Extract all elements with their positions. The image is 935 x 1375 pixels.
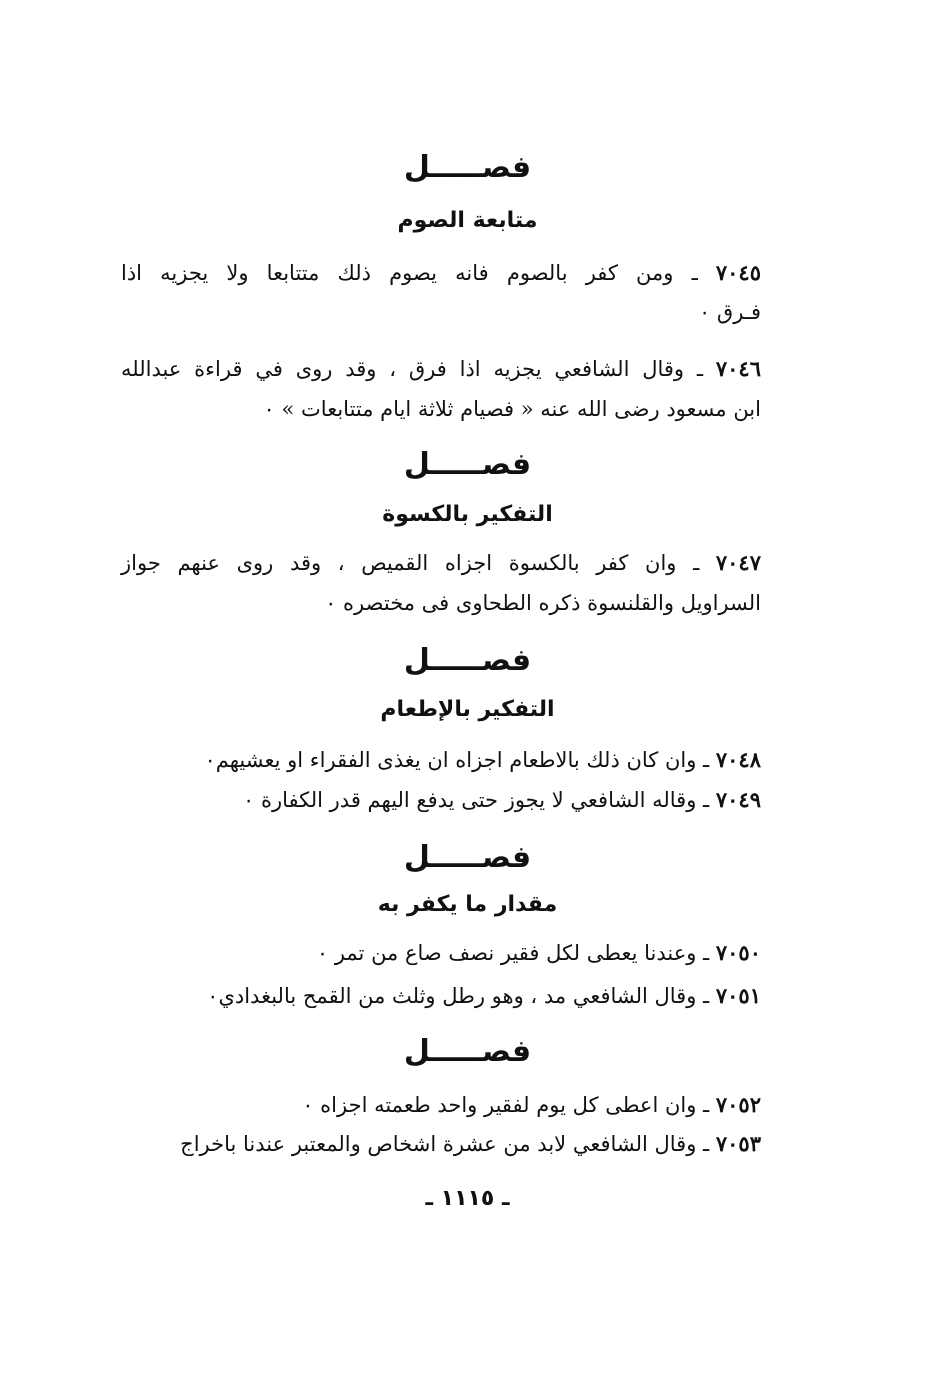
paragraph-number: ٧٠٤٥ [715, 260, 761, 285]
paragraph-text: ـ ومن كفر بالصوم فانه يصوم ذلك متتابعا ولا يجزيه اذا [121, 261, 716, 285]
paragraph-number: ٧٠٥١ [715, 983, 761, 1008]
paragraph-line [121, 1129, 761, 1159]
paragraph-number: ٧٠٤٨ [715, 747, 761, 772]
paragraph-line [121, 981, 761, 1011]
section-heading: فصـــــل [403, 643, 532, 678]
paragraph-line: فـرق ٠ [698, 300, 761, 324]
section-title: التفكير بالإطعام [380, 697, 555, 722]
paragraph-number: ٧٠٥٠ [715, 940, 761, 965]
paragraph-text: ـ وان كفر بالكسوة اجزاه القميص ، وقد روى عنهم جواز [121, 551, 716, 575]
section-title: مقدار ما يكفر به [377, 892, 558, 917]
paragraph-text: ـ وقال الشافعي يجزيه اذا فرق ، وقد روى في قراءة عبدالله [121, 357, 716, 381]
paragraph-line [121, 785, 761, 815]
paragraph-line [121, 1090, 761, 1120]
paragraph-line [121, 745, 761, 775]
section-title: متابعة الصوم [397, 208, 538, 233]
paragraph-line [121, 938, 761, 968]
paragraph-text: ـ وقاله الشافعي لا يجوز حتى يدفع اليهم قدر الكفارة ٠ [243, 788, 716, 812]
paragraph-text: ـ وقال الشافعي لابد من عشرة اشخاص والمعتبر عندنا باخراج [180, 1132, 716, 1156]
paragraph-number: ٧٠٤٩ [715, 787, 761, 812]
paragraph-text: ـ وان كان ذلك بالاطعام اجزاه ان يغذى الفقراء او يعشيهم٠ [204, 748, 716, 772]
section-heading: فصـــــل [403, 150, 532, 185]
paragraph-line [121, 354, 761, 384]
page-number: ـ ١١١٥ ـ [425, 1186, 510, 1211]
paragraph-number: ٧٠٥٣ [715, 1131, 761, 1156]
paragraph-line: ابن مسعود رضى الله عنه « فصيام ثلاثة ايام متتابعات » ٠ [263, 397, 761, 421]
paragraph-number: ٧٠٤٦ [715, 356, 761, 381]
paragraph-text: ـ وقال الشافعي مد ، وهو رطل وثلث من القمح بالبغدادي٠ [207, 984, 716, 1008]
section-title: التفكير بالكسوة [382, 502, 553, 527]
section-heading: فصـــــل [403, 1034, 532, 1069]
paragraph-line: السراويل والقلنسوة ذكره الطحاوى فى مختصره ٠ [325, 591, 761, 615]
section-heading: فصـــــل [403, 840, 532, 875]
section-heading: فصـــــل [403, 447, 532, 482]
paragraph-line [121, 548, 761, 578]
paragraph-text: ـ وان اعطى كل يوم لفقير واحد طعمته اجزاه ٠ [302, 1093, 716, 1117]
paragraph-number: ٧٠٥٢ [715, 1092, 761, 1117]
paragraph-text: ـ وعندنا يعطى لكل فقير نصف صاع من تمر ٠ [316, 941, 716, 965]
paragraph-line [121, 258, 761, 288]
paragraph-number: ٧٠٤٧ [715, 550, 761, 575]
